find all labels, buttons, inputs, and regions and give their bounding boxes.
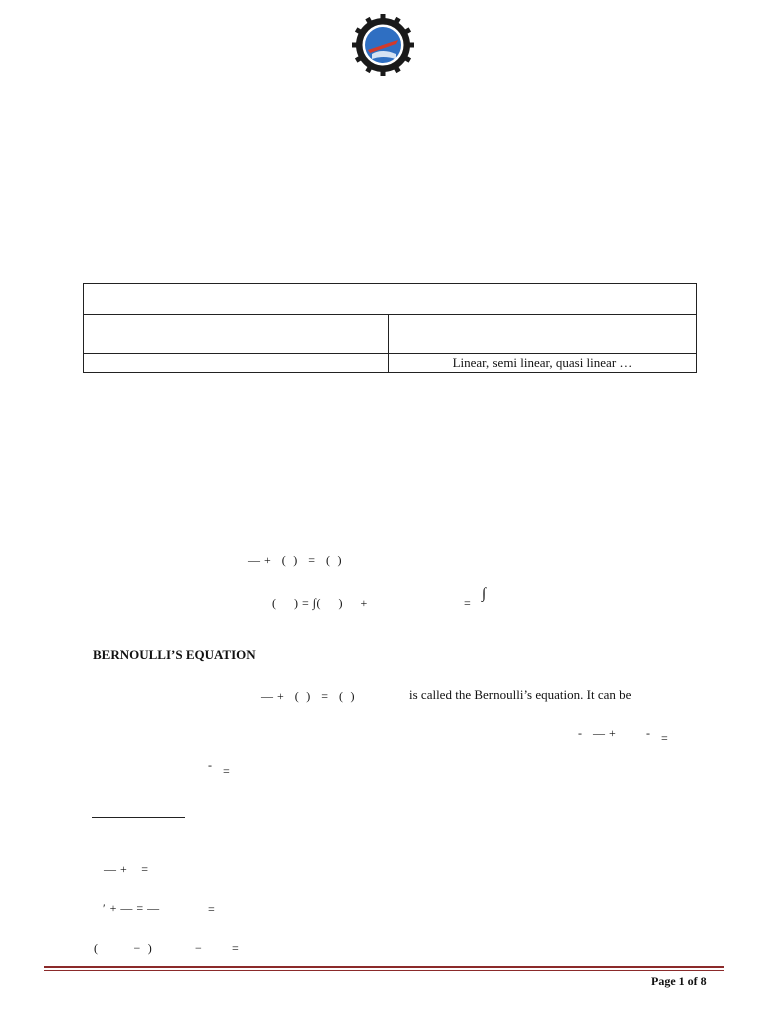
equation-equals: = bbox=[208, 902, 216, 916]
substituted-equation: ′ + — = — bbox=[103, 901, 160, 915]
section-heading: BERNOULLI’S EQUATION bbox=[93, 647, 256, 662]
table-row bbox=[84, 315, 697, 354]
table-cell bbox=[84, 315, 389, 354]
table-row bbox=[84, 284, 697, 315]
table-row bbox=[84, 354, 697, 373]
content-table bbox=[83, 283, 697, 373]
institution-logo bbox=[352, 14, 414, 76]
equation-equals: = bbox=[223, 764, 231, 778]
equation-equals: = bbox=[232, 941, 240, 955]
equation-equals: = bbox=[661, 731, 669, 745]
bernoulli-description: is called the Bernoulli’s equation. It can be bbox=[409, 687, 632, 702]
integral-symbol: ∫ bbox=[482, 586, 487, 602]
bernoulli-equation: — + ( ) = ( ) bbox=[261, 689, 356, 703]
minus-sign: − bbox=[195, 941, 203, 955]
exponent-mark: - bbox=[646, 726, 651, 740]
equation-equals: = bbox=[464, 596, 472, 610]
factored-equation: ( − ) bbox=[94, 941, 153, 955]
table-cell bbox=[84, 354, 389, 373]
example-equation: — + = bbox=[104, 862, 149, 876]
transformed-equation: - — + bbox=[578, 726, 617, 740]
footer-divider bbox=[44, 966, 724, 968]
table-cell bbox=[84, 284, 697, 315]
linear-equation: — + ( ) = ( ) bbox=[248, 553, 343, 567]
footer-divider bbox=[44, 970, 724, 971]
integrating-factor-solution: ( ) = ∫( ) + bbox=[272, 596, 368, 610]
table-cell-equation-types: Linear, semi linear, quasi linear … bbox=[389, 354, 697, 373]
table-cell bbox=[389, 315, 697, 354]
example-underline bbox=[92, 817, 185, 818]
page-number: Page 1 of 8 bbox=[651, 974, 707, 988]
logo-gear-icon bbox=[352, 14, 414, 76]
exponent-mark: - bbox=[208, 758, 213, 772]
